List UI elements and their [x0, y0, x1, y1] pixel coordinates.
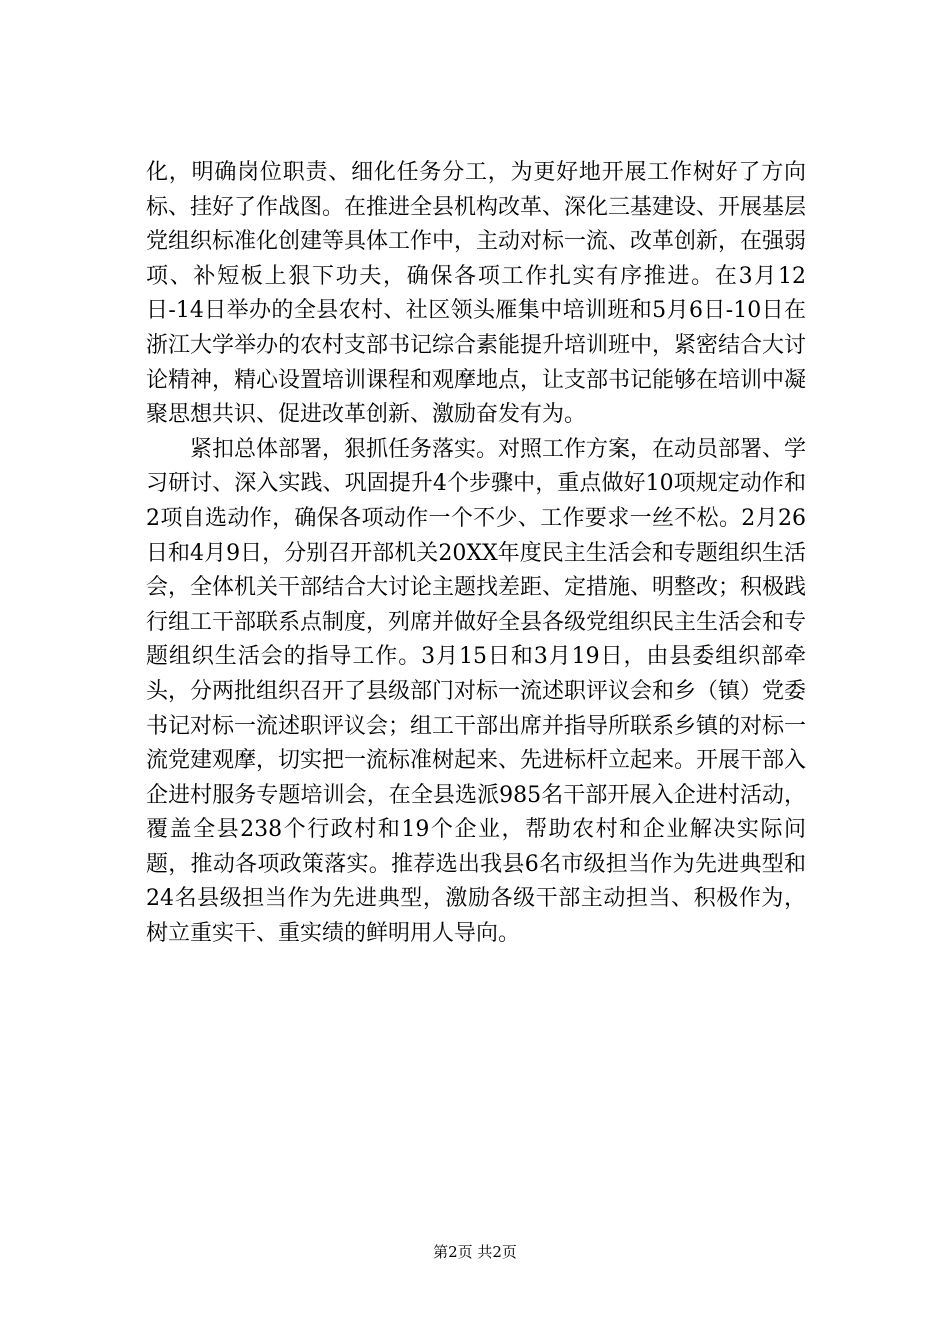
- document-body: [146, 156, 806, 952]
- page-footer: 第2页 共2页: [433, 1243, 517, 1261]
- paragraph-2: 紧扣总体部署，狠抓任务落实。对照工作方案，在动员部署、学习研讨、深入实践、巩固提升4个步骤中，重点做好10项规定动作和2项自选动作，确保各项动作一个不少、工作要求一丝不松。2月26日和4月9日，分别召开部机关20XX年度民主生活会和专题组织生活会，全体机关干部结合大讨论主题找差距、定措施、明整改；积极践行组工干部联系点制度，列席并做好全县各级党组织民主生活会和专题组织生活会的指导工作。3月15日和3月19日，由县委组织部牵头，分两批组织召开了县级部门对标一流述职评议会和乡（镇）党委书记对标一流述职评议会；组工干部出席并指导所联系乡镇的对标一流党建观摩，切实把一流标准树起来、先进标杆立起来。开展干部入企进村服务专题培训会，在全县选派985名干部开展入企进村活动，覆盖全县238个行政村和19个企业，帮助农村和企业解决实际问题，推动各项政策落实。推荐选出我县6名市级担当作为先进典型和24名县级担当作为先进典型，激励各级干部主动担当、积极作为，树立重实干、重实绩的鲜明用人导向。: [146, 436, 807, 947]
- paragraph-1: 化，明确岗位职责、细化任务分工，为更好地开展工作树好了方向标、挂好了作战图。在推进全县机构改革、深化三基建设、开展基层党组织标准化创建等具体工作中，主动对标一流、改革创新，在强弱项、补短板上狠下功夫，确保各项工作扎实有序推进。在3月12日-14日举办的全县农村、社区领头雁集中培训班和5月6日-10日在浙江大学举办的农村支部书记综合素能提升培训班中，紧密结合大讨论精神，精心设置培训课程和观摩地点，让支部书记能够在培训中凝聚思想共识、促进改革创新、激励奋发有为。: [146, 160, 807, 428]
